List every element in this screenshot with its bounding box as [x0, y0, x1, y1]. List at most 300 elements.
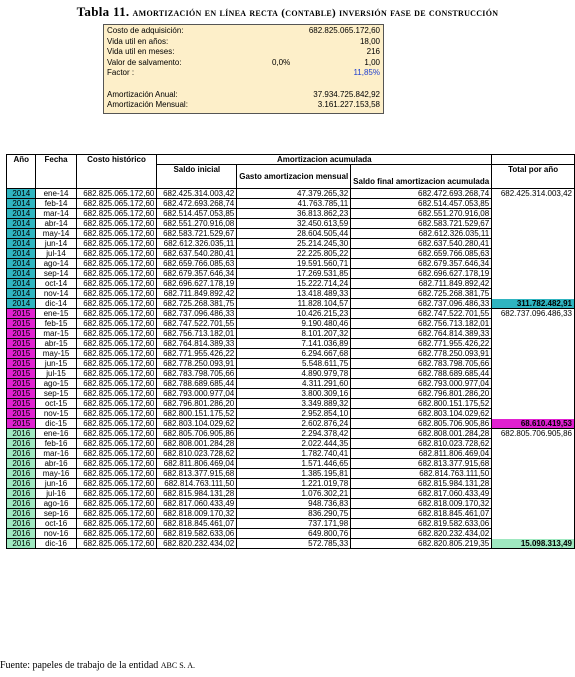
cell-cost: 682.825.065.172,60: [76, 429, 157, 439]
cell-final: 682.711.849.892,42: [351, 279, 492, 289]
cell-initial: 682.811.806.469,04: [157, 459, 237, 469]
cell-year-blank: [492, 469, 575, 479]
cell-year-blank: [492, 249, 575, 259]
cell-final: 682.808.001.284,28: [351, 429, 492, 439]
cell-date: jul-15: [36, 369, 76, 379]
cell-year: 2014: [7, 229, 36, 239]
cell-final: 682.725.268.381,75: [351, 289, 492, 299]
cell-year: 2016: [7, 489, 36, 499]
table-row: [7, 429, 575, 439]
cell-year: 2016: [7, 519, 36, 529]
cell-final: 682.783.798.705,66: [351, 359, 492, 369]
cell-date: ene-16: [36, 429, 76, 439]
cell-expense: 1.076.302,21: [237, 489, 351, 499]
cell-cost: 682.825.065.172,60: [76, 509, 157, 519]
cell-year: 2014: [7, 279, 36, 289]
cell-cost: 682.825.065.172,60: [76, 289, 157, 299]
cell-date: may-16: [36, 469, 76, 479]
cell-expense: 11.828.104,57: [237, 299, 351, 309]
table-row: [7, 279, 575, 289]
cell-final: 682.612.326.035,11: [351, 229, 492, 239]
cell-initial: 682.805.706.905,86: [157, 429, 237, 439]
cell-expense: 2.952.854,10: [237, 409, 351, 419]
header-date: Fecha: [36, 155, 76, 189]
summary-row: [107, 90, 380, 100]
cell-year: 2015: [7, 329, 36, 339]
cell-date: oct-15: [36, 399, 76, 409]
summary-value: 3.161.227.153,58: [317, 100, 380, 110]
cell-date: dic-15: [36, 419, 76, 429]
table-row: [7, 269, 575, 279]
cell-date: sep-15: [36, 389, 76, 399]
table-row: [7, 469, 575, 479]
cell-year: 2016: [7, 429, 36, 439]
cell-year: 2015: [7, 379, 36, 389]
cell-year: 2016: [7, 529, 36, 539]
summary-value: 216: [366, 47, 380, 57]
cell-initial: 682.820.232.434,02: [157, 539, 237, 549]
cell-date: ago-15: [36, 379, 76, 389]
cell-year: 2016: [7, 459, 36, 469]
cell-initial: 682.813.377.915,68: [157, 469, 237, 479]
cell-date: jul-14: [36, 249, 76, 259]
cell-initial: 682.725.268.381,75: [157, 299, 237, 309]
summary-label: Factor :: [107, 68, 135, 78]
cell-initial: 682.425.314.003,42: [157, 189, 237, 199]
cell-year-blank: [492, 239, 575, 249]
cell-expense: 41.763.785,11: [237, 199, 351, 209]
table-row: [7, 459, 575, 469]
cell-year-blank: [492, 529, 575, 539]
table-row: [7, 249, 575, 259]
cell-year-blank: [492, 279, 575, 289]
cell-initial: 682.778.250.093,91: [157, 359, 237, 369]
cell-final: 682.788.689.685,44: [351, 369, 492, 379]
cell-expense: 7.141.036,89: [237, 339, 351, 349]
footer-entity: ABC S. A.: [160, 661, 196, 670]
cell-final: 682.803.104.029,62: [351, 409, 492, 419]
cell-expense: 13.418.489,33: [237, 289, 351, 299]
summary-row: [107, 68, 380, 78]
cell-date: feb-14: [36, 199, 76, 209]
cell-final: 682.737.096.486,33: [351, 299, 492, 309]
cell-year-blank: [492, 199, 575, 209]
cell-cost: 682.825.065.172,60: [76, 249, 157, 259]
summary-row: [107, 79, 380, 89]
cell-year: 2014: [7, 249, 36, 259]
cell-year-blank: [492, 349, 575, 359]
cell-date: nov-15: [36, 409, 76, 419]
cell-date: feb-15: [36, 319, 76, 329]
cell-year-blank: [492, 459, 575, 469]
cell-final: 682.696.627.178,19: [351, 269, 492, 279]
cell-cost: 682.825.065.172,60: [76, 459, 157, 469]
table-row: [7, 189, 575, 199]
cell-final: 682.771.955.426,22: [351, 339, 492, 349]
cell-final: 682.817.060.433,49: [351, 489, 492, 499]
cell-expense: 28.604.505,44: [237, 229, 351, 239]
cell-initial: 682.800.151.175,52: [157, 409, 237, 419]
cell-year-blank: [492, 399, 575, 409]
cell-year: 2015: [7, 339, 36, 349]
cell-initial: 682.814.763.111,50: [157, 479, 237, 489]
cell-year: 2016: [7, 449, 36, 459]
cell-initial: 682.818.845.461,07: [157, 519, 237, 529]
amortization-table: [6, 154, 575, 549]
cell-expense: 25.214.245,30: [237, 239, 351, 249]
cell-year-total: 68.610.419,53: [492, 419, 575, 429]
cell-initial: 682.756.713.182,01: [157, 329, 237, 339]
table-row: [7, 389, 575, 399]
cell-year-blank: [492, 269, 575, 279]
cell-initial: 682.659.766.085,63: [157, 259, 237, 269]
cell-cost: 682.825.065.172,60: [76, 239, 157, 249]
cell-final: 682.811.806.469,04: [351, 449, 492, 459]
cell-year-blank: [492, 479, 575, 489]
table-row: [7, 489, 575, 499]
cell-initial: 682.817.060.433,49: [157, 499, 237, 509]
cell-cost: 682.825.065.172,60: [76, 279, 157, 289]
cell-expense: 1.571.446,65: [237, 459, 351, 469]
cell-year-blank: [492, 219, 575, 229]
table-row: [7, 369, 575, 379]
cell-year-blank: [492, 499, 575, 509]
cell-final: 682.764.814.389,33: [351, 329, 492, 339]
cell-year-blank: [492, 379, 575, 389]
cell-cost: 682.825.065.172,60: [76, 189, 157, 199]
cell-final: 682.815.984.131,28: [351, 479, 492, 489]
cell-year-blank: [492, 259, 575, 269]
cell-year-first-value: 682.737.096.486,33: [492, 309, 575, 319]
cell-year-blank: [492, 339, 575, 349]
cell-final: 682.747.522.701,55: [351, 309, 492, 319]
cell-year: 2016: [7, 439, 36, 449]
summary-row: [107, 58, 380, 68]
cell-expense: 2.602.876,24: [237, 419, 351, 429]
cell-initial: 682.810.023.728,62: [157, 449, 237, 459]
cell-final: 682.805.706.905,86: [351, 419, 492, 429]
cell-final: 682.637.540.280,41: [351, 239, 492, 249]
cell-date: abr-14: [36, 219, 76, 229]
header-year: Año: [7, 155, 36, 189]
cell-initial: 682.514.457.053,85: [157, 209, 237, 219]
table-row: [7, 199, 575, 209]
cell-cost: 682.825.065.172,60: [76, 339, 157, 349]
cell-initial: 682.551.270.916,08: [157, 219, 237, 229]
cell-initial: 682.764.814.389,33: [157, 339, 237, 349]
cell-expense: 1.782.740,41: [237, 449, 351, 459]
summary-label: Vida util en años:: [107, 36, 169, 46]
cell-year-blank: [492, 229, 575, 239]
cell-year: 2015: [7, 419, 36, 429]
header-initial: Saldo inicial: [157, 165, 237, 189]
summary-value: 37.934.725.842,92: [313, 89, 380, 99]
summary-label: Amortización Mensual:: [107, 100, 188, 110]
cell-final: 682.796.801.286,20: [351, 389, 492, 399]
table-row: [7, 519, 575, 529]
table-row: [7, 359, 575, 369]
cell-date: abr-16: [36, 459, 76, 469]
cell-date: oct-16: [36, 519, 76, 529]
cell-cost: 682.825.065.172,60: [76, 349, 157, 359]
cell-cost: 682.825.065.172,60: [76, 519, 157, 529]
cell-expense: 3.349.889,32: [237, 399, 351, 409]
cell-expense: 1.221.019,78: [237, 479, 351, 489]
cell-cost: 682.825.065.172,60: [76, 319, 157, 329]
footer-text: Fuente: papeles de trabajo de la entidad: [0, 660, 159, 671]
cell-final: 682.818.009.170,32: [351, 499, 492, 509]
cell-year: 2016: [7, 469, 36, 479]
cell-initial: 682.783.798.705,66: [157, 369, 237, 379]
cell-year-blank: [492, 489, 575, 499]
summary-value: 682.825.065.172,60: [308, 26, 380, 35]
cell-initial: 682.583.721.529,67: [157, 229, 237, 239]
table-row: [7, 449, 575, 459]
cell-expense: 15.222.714,24: [237, 279, 351, 289]
cell-expense: 3.800.309,16: [237, 389, 351, 399]
cell-date: ene-14: [36, 189, 76, 199]
cell-year: 2014: [7, 199, 36, 209]
cell-expense: 4.890.979,78: [237, 369, 351, 379]
cell-expense: 1.385.195,81: [237, 469, 351, 479]
summary-value: 18,00: [359, 36, 380, 46]
cell-cost: 682.825.065.172,60: [76, 309, 157, 319]
cell-final: 682.583.721.529,67: [351, 219, 492, 229]
table-row: [7, 539, 575, 549]
table-title-prefix: Tabla 11.: [76, 4, 130, 19]
cell-date: dic-16: [36, 539, 76, 549]
cell-year-blank: [492, 449, 575, 459]
table-row: [7, 329, 575, 339]
cell-initial: 682.737.096.486,33: [157, 309, 237, 319]
cell-date: mar-14: [36, 209, 76, 219]
table-title-text: amortización en línea recta (contable) inversión fase de construcción: [132, 7, 499, 19]
table-row: [7, 499, 575, 509]
cell-year: 2015: [7, 399, 36, 409]
cell-year-blank: [492, 409, 575, 419]
cell-cost: 682.825.065.172,60: [76, 219, 157, 229]
cell-year-first-value: 682.805.706.905,86: [492, 429, 575, 439]
cell-date: oct-14: [36, 279, 76, 289]
cell-year-blank: [492, 439, 575, 449]
cell-cost: 682.825.065.172,60: [76, 359, 157, 369]
cell-initial: 682.818.009.170,32: [157, 509, 237, 519]
summary-row: [107, 100, 380, 110]
cell-expense: 4.311.291,60: [237, 379, 351, 389]
cell-date: sep-14: [36, 269, 76, 279]
cell-date: ago-14: [36, 259, 76, 269]
cell-expense: 32.450.613,59: [237, 219, 351, 229]
cell-date: jun-15: [36, 359, 76, 369]
cell-year: 2015: [7, 369, 36, 379]
cell-cost: 682.825.065.172,60: [76, 229, 157, 239]
cell-expense: 47.379.265,32: [237, 189, 351, 199]
summary-label: Vida util en meses:: [107, 47, 175, 57]
cell-final: 682.810.023.728,62: [351, 439, 492, 449]
cell-date: may-14: [36, 229, 76, 239]
cell-year: 2016: [7, 509, 36, 519]
cell-date: jun-14: [36, 239, 76, 249]
cell-date: nov-16: [36, 529, 76, 539]
cell-year: 2015: [7, 409, 36, 419]
cell-year-blank: [492, 329, 575, 339]
cell-cost: 682.825.065.172,60: [76, 199, 157, 209]
summary-label: Costo de adquisición:: [107, 26, 184, 35]
cell-expense: 22.225.805,22: [237, 249, 351, 259]
cell-initial: 682.771.955.426,22: [157, 349, 237, 359]
cell-year: 2014: [7, 189, 36, 199]
cell-expense: 2.022.444,35: [237, 439, 351, 449]
summary-row: [107, 47, 380, 57]
cell-date: sep-16: [36, 509, 76, 519]
cell-expense: 8.101.207,32: [237, 329, 351, 339]
cell-final: 682.551.270.916,08: [351, 209, 492, 219]
cell-initial: 682.815.984.131,28: [157, 489, 237, 499]
cell-cost: 682.825.065.172,60: [76, 299, 157, 309]
cell-initial: 682.612.326.035,11: [157, 239, 237, 249]
cell-final: 682.820.805.219,35: [351, 539, 492, 549]
table-row: [7, 529, 575, 539]
cell-cost: 682.825.065.172,60: [76, 419, 157, 429]
cell-year: 2015: [7, 349, 36, 359]
cell-expense: 19.591.560,71: [237, 259, 351, 269]
table-row: [7, 509, 575, 519]
cell-initial: 682.788.689.685,44: [157, 379, 237, 389]
cell-initial: 682.472.693.268,74: [157, 199, 237, 209]
cell-year-first-value: 682.425.314.003,42: [492, 189, 575, 199]
cell-date: dic-14: [36, 299, 76, 309]
cell-date: jun-16: [36, 479, 76, 489]
cell-year: 2014: [7, 239, 36, 249]
cell-year: 2014: [7, 269, 36, 279]
cell-date: ene-15: [36, 309, 76, 319]
cell-initial: 682.696.627.178,19: [157, 279, 237, 289]
table-row: [7, 379, 575, 389]
cell-date: abr-15: [36, 339, 76, 349]
cell-cost: 682.825.065.172,60: [76, 439, 157, 449]
cell-expense: 649.800,76: [237, 529, 351, 539]
summary-row: [107, 26, 380, 36]
cell-year-total: 15.098.313,49: [492, 539, 575, 549]
table-row: [7, 479, 575, 489]
cell-year: 2014: [7, 299, 36, 309]
header-group: Amortizacion acumulada: [157, 155, 492, 165]
cell-year-blank: [492, 389, 575, 399]
table-row: [7, 259, 575, 269]
cell-expense: 9.190.480,46: [237, 319, 351, 329]
table-row: [7, 209, 575, 219]
cell-cost: 682.825.065.172,60: [76, 409, 157, 419]
cell-initial: 682.711.849.892,42: [157, 289, 237, 299]
table-row: [7, 319, 575, 329]
table-row: [7, 239, 575, 249]
cell-year: 2015: [7, 389, 36, 399]
cell-cost: 682.825.065.172,60: [76, 389, 157, 399]
table-row: [7, 439, 575, 449]
cell-year: 2014: [7, 289, 36, 299]
cell-final: 682.800.151.175,52: [351, 399, 492, 409]
cell-initial: 682.679.357.646,34: [157, 269, 237, 279]
table-row: [7, 349, 575, 359]
cell-initial: 682.793.000.977,04: [157, 389, 237, 399]
cell-expense: 36.813.862,23: [237, 209, 351, 219]
cell-year-blank: [492, 359, 575, 369]
header-expense: Gasto amortizacion mensual: [237, 165, 351, 189]
cell-expense: 2.294.378,42: [237, 429, 351, 439]
cell-expense: 5.548.611,75: [237, 359, 351, 369]
cell-final: 682.472.693.268,74: [351, 189, 492, 199]
cell-date: mar-15: [36, 329, 76, 339]
cell-date: nov-14: [36, 289, 76, 299]
cell-year-blank: [492, 509, 575, 519]
cell-year-blank: [492, 319, 575, 329]
cell-final: 682.820.232.434,02: [351, 529, 492, 539]
table-row: [7, 229, 575, 239]
cell-cost: 682.825.065.172,60: [76, 529, 157, 539]
cell-initial: 682.747.522.701,55: [157, 319, 237, 329]
cell-expense: 6.294.667,68: [237, 349, 351, 359]
cell-year-blank: [492, 369, 575, 379]
cell-cost: 682.825.065.172,60: [76, 489, 157, 499]
cell-date: may-15: [36, 349, 76, 359]
table-row: [7, 399, 575, 409]
cell-expense: 836.290,75: [237, 509, 351, 519]
cell-date: feb-16: [36, 439, 76, 449]
cell-expense: 737.171,98: [237, 519, 351, 529]
header-total-top: [492, 155, 575, 165]
table-row: [7, 409, 575, 419]
cell-final: 682.814.763.111,50: [351, 469, 492, 479]
cell-initial: 682.637.540.280,41: [157, 249, 237, 259]
summary-value: 1,00: [364, 57, 380, 67]
cell-final: 682.818.845.461,07: [351, 509, 492, 519]
cell-year: 2015: [7, 359, 36, 369]
cell-cost: 682.825.065.172,60: [76, 369, 157, 379]
cell-initial: 682.796.801.286,20: [157, 399, 237, 409]
cell-year-blank: [492, 289, 575, 299]
cell-year-blank: [492, 209, 575, 219]
cell-cost: 682.825.065.172,60: [76, 449, 157, 459]
table-row: [7, 289, 575, 299]
cell-final: 682.819.582.633,06: [351, 519, 492, 529]
cell-cost: 682.825.065.172,60: [76, 399, 157, 409]
table-row: [7, 419, 575, 429]
table-row: [7, 219, 575, 229]
summary-row: [107, 37, 380, 47]
header-cost: Costo histórico: [76, 155, 157, 189]
cell-year: 2016: [7, 539, 36, 549]
cell-initial: 682.803.104.029,62: [157, 419, 237, 429]
cell-cost: 682.825.065.172,60: [76, 469, 157, 479]
table-row: [7, 309, 575, 319]
cell-year: 2016: [7, 499, 36, 509]
header-total: Total por año: [492, 165, 575, 189]
source-footer: [0, 660, 195, 671]
cell-year: 2014: [7, 209, 36, 219]
summary-label: Valor de salvamento:: [107, 57, 182, 67]
table-title: [0, 4, 575, 20]
cell-final: 682.659.766.085,63: [351, 249, 492, 259]
cell-initial: 682.808.001.284,28: [157, 439, 237, 449]
cell-cost: 682.825.065.172,60: [76, 329, 157, 339]
cell-final: 682.793.000.977,04: [351, 379, 492, 389]
cell-year: 2014: [7, 259, 36, 269]
cell-date: jul-16: [36, 489, 76, 499]
cell-initial: 682.819.582.633,06: [157, 529, 237, 539]
cell-cost: 682.825.065.172,60: [76, 259, 157, 269]
cell-year-total: 311.782.482,91: [492, 299, 575, 309]
cell-final: 682.756.713.182,01: [351, 319, 492, 329]
